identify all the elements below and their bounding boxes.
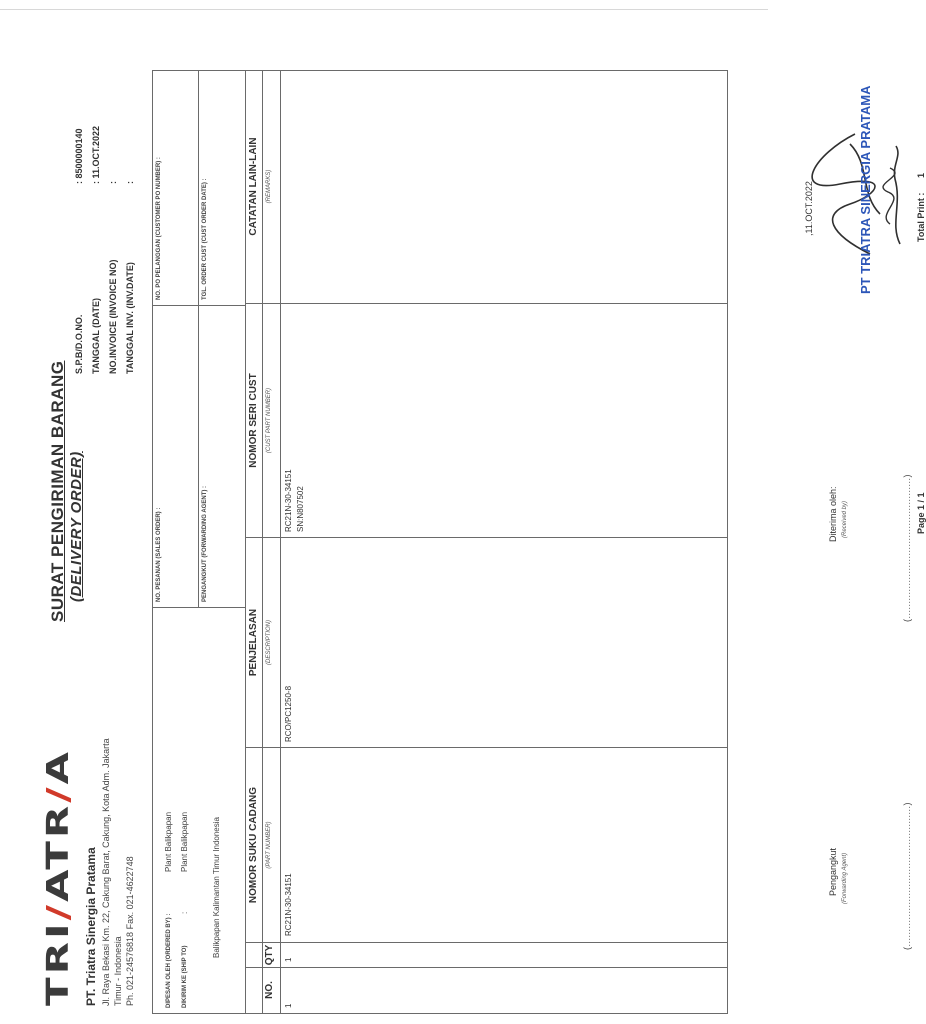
table-header-inner-line — [262, 70, 263, 1014]
invoice-date-label: TANGGAL INV. (INV.DATE) — [125, 262, 135, 374]
forwarding-agent-sub: (Forwarding Agent) — [842, 852, 848, 904]
ship-to-address: Balikpapan Kalimantan Timur Indonesia — [212, 817, 221, 958]
info-divider-2 — [152, 305, 246, 306]
info-divider-1 — [152, 607, 246, 608]
received-by-title: Diterima oleh: — [828, 486, 838, 542]
invoice-no-label: NO.INVOICE (INVOICE NO) — [108, 259, 118, 374]
forwarding-agent-label: PENGANGKUT (FORWARDING AGENT) : — [202, 486, 208, 602]
page-number: Page 1 / 1 — [916, 492, 926, 534]
row-cust-part: RC21N-30-34151 — [284, 469, 293, 532]
received-signature-line: (...............................................) — [902, 473, 912, 622]
company-address-line1: Jl. Raya Bekasi Km. 22, Cakung Barat, Cakung, Kota Adm. Jakarta — [101, 738, 111, 1006]
row-no: 1 — [284, 1003, 293, 1008]
row-description: RCO/PC1250-8 — [284, 685, 293, 742]
info-mid-line — [198, 70, 199, 608]
received-by-sub: (Received by) — [842, 500, 848, 538]
frame-bottom — [727, 70, 728, 1014]
col-divider-part — [245, 747, 728, 748]
header-cust-serial-sub: (CUST PART NUMBER) — [266, 387, 272, 454]
invoice-no-value: : — [108, 181, 118, 184]
invoice-date-value: : — [125, 181, 135, 184]
customer-po-label: NO. PO PELANGGAN (CUSTOMER PO NUMBER) : — [156, 157, 162, 300]
col-divider-no — [245, 967, 728, 968]
company-address-line2: Timur - Indonesia — [113, 936, 123, 1006]
signature-date: ,11.OCT.2022 — [804, 181, 814, 236]
cust-order-date-label: TGL. ORDER CUST (CUST ORDER DATE) : — [202, 178, 208, 300]
header-description-sub: (DESCRIPTION) — [266, 620, 272, 665]
sales-order-label: NO. PESANAN (SALES ORDER) : — [156, 507, 162, 602]
col-divider-cust — [245, 303, 728, 304]
scan-edge-line — [0, 9, 768, 10]
header-part-number-sub: (PART NUMBER) — [266, 821, 272, 869]
company-stamp: PT TRIATRA SINERGIA PRATAMA — [858, 85, 873, 294]
col-divider-desc — [245, 537, 728, 538]
forwarding-signature-line: (...............................................) — [902, 801, 912, 950]
company-phone: Ph. 021-24576818 Fax. 021-4622748 — [125, 856, 135, 1006]
ship-to-label: DIKIRIM KE (SHIP TO) — [182, 945, 188, 1008]
do-number-label: S.P.B/D.O.NO. — [74, 314, 84, 374]
frame-left — [152, 1013, 728, 1014]
company-name: PT. Triatra Sinergia Pratama — [84, 847, 98, 1006]
col-divider-qty — [245, 942, 728, 943]
document-title: SURAT PENGIRIMAN BARANG — [48, 360, 67, 622]
header-part-number: NOMOR SUKU CADANG — [248, 786, 259, 904]
table-header-bottom — [280, 70, 281, 1014]
total-print-label: Total Print : — [916, 192, 926, 242]
header-description: PENJELASAN — [248, 608, 259, 677]
document-subtitle: (DELIVERY ORDER) — [68, 451, 85, 602]
header-remarks: CATATAN LAIN-LAIN — [248, 137, 259, 236]
do-number-value: : 8500000140 — [74, 128, 84, 184]
row-cust-serial: SN:N807502 — [296, 486, 305, 532]
row-qty: 1 — [284, 957, 293, 962]
forwarding-agent-title: Pengangkut — [828, 847, 838, 896]
ordered-by-label: DIPESAN OLEH (ORDERED BY) : — [166, 913, 172, 1008]
date-label: TANGGAL (DATE) — [91, 298, 101, 374]
row-part-number: RC21N-30-34151 — [284, 873, 293, 936]
ship-to-separator: : — [180, 911, 189, 914]
ship-to-value: Plant Balikpapan — [180, 811, 189, 872]
delivery-order-document — [34, 34, 926, 1014]
header-remarks-sub: (REMARKS) — [266, 169, 272, 204]
date-value: : 11.OCT.2022 — [91, 125, 101, 184]
total-print-value: 1 — [916, 172, 926, 178]
header-qty: QTY — [264, 944, 275, 966]
frame-right — [152, 70, 728, 71]
header-no: NO. — [264, 981, 275, 999]
company-logo: TRI/ATR/A — [40, 748, 76, 1006]
frame-top — [152, 70, 153, 1014]
ordered-by-value: Plant Balikpapan — [164, 811, 173, 872]
header-cust-serial: NOMOR SERI CUST — [248, 373, 259, 468]
info-bottom-line — [245, 70, 246, 1014]
